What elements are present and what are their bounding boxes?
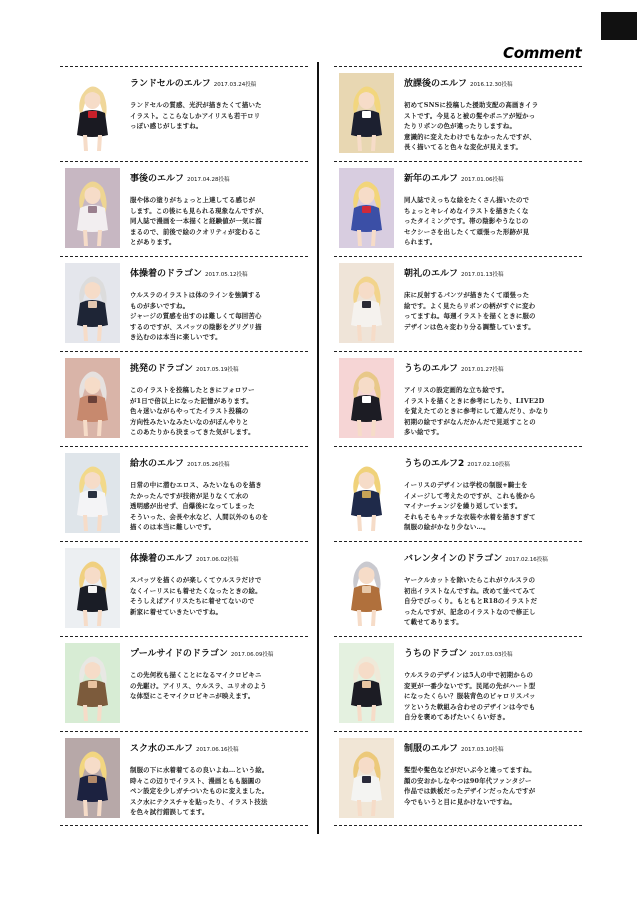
- entry-date: 2017.02.16投稿: [505, 557, 548, 563]
- comment-line: ったタイミングです。帯の陰影やうなじの: [404, 217, 529, 225]
- entry-comment: [404, 195, 582, 248]
- comment-line: 日常の中に潜むエロス、みたいなものを描き: [130, 481, 263, 489]
- comment-line: 作品では鉄板だったデザインだったんですが: [404, 787, 536, 795]
- comment-line: 多い絵です。: [404, 428, 444, 436]
- comment-entry: [334, 541, 582, 636]
- comment-entry: [60, 731, 308, 826]
- character-illustration: [339, 73, 394, 153]
- comment-line: アイリスの設定画的な立ち絵です。: [404, 386, 509, 394]
- comment-line: 初めてSNSに投稿した援助支配の高画きイラ: [404, 101, 539, 109]
- entry-title: ランドセルのエルフ: [130, 79, 211, 89]
- comment-line: ものが多いですね。: [130, 301, 190, 310]
- entry-title: 制服のエルフ: [404, 744, 459, 754]
- entry-title: うちのエルフ2: [404, 459, 465, 469]
- comment-line: 床に反射するパンツが描きたくて頑張った: [404, 291, 530, 299]
- entry-date: 2017.03.03投稿: [470, 652, 513, 658]
- entry-date: 2017.04.28投稿: [187, 177, 230, 183]
- comment-line: っぽい感じがしますね。: [130, 122, 203, 130]
- comment-line: スパッツを描くのが楽しくてウルスラだけで: [130, 576, 262, 584]
- illustration-thumbnail: [65, 738, 120, 818]
- illustration-thumbnail: [65, 643, 120, 723]
- entry-date: 2017.06.02投稿: [196, 557, 239, 563]
- comment-line: なくイーリスにも着せたくなったときの絵。: [130, 586, 262, 595]
- character-illustration: [339, 738, 394, 818]
- character-illustration: [65, 73, 120, 153]
- comment-line: ってますね。毎週イラストを描くときに服の: [404, 312, 536, 320]
- comment-line: 制服の絵がかなり少ない…。: [404, 523, 490, 531]
- entry-comment: [404, 385, 582, 438]
- comment-line: ったんですが、記念のイラストなので修正し: [404, 607, 536, 616]
- entry-date: 2017.06.16投稿: [196, 747, 239, 753]
- entry-date: 2017.02.10投稿: [467, 462, 510, 468]
- entry-comment: [130, 670, 308, 702]
- comment-line: このイラストを投稿したときにフォロワー: [130, 386, 255, 394]
- comment-line: スク水にテクスチャを貼ったり、イラスト技法: [130, 797, 268, 806]
- character-illustration: [65, 453, 120, 533]
- illustration-thumbnail: [339, 643, 394, 723]
- comment-entry: [60, 541, 308, 636]
- illustration-thumbnail: [339, 453, 394, 533]
- comment-line: ちょっとキレイめなイラストを描きたくな: [404, 206, 529, 215]
- comment-entry: [60, 636, 308, 731]
- entry-comment: [130, 195, 308, 248]
- comment-line: になったくらい？服装背色のビャロリスパッ: [404, 692, 536, 700]
- illustration-thumbnail: [65, 548, 120, 628]
- entry-title: プールサイドのドラゴン: [130, 649, 228, 659]
- character-illustration: [65, 168, 120, 248]
- comment-line: 時々この辺りでイラスト、漫画ともも脳圓の: [130, 776, 262, 785]
- entry-comment: [404, 480, 582, 533]
- entry-comment: [404, 765, 582, 807]
- illustration-thumbnail: [339, 263, 394, 343]
- entry-date: 2017.06.09投稿: [230, 652, 274, 658]
- right-column: [334, 66, 582, 826]
- comment-entry: [334, 351, 582, 446]
- comment-line: ジャージの質感を出すのは難しくて毎回苦心: [130, 312, 262, 320]
- entry-title: うちのエルフ: [404, 364, 459, 374]
- character-illustration: [65, 643, 120, 723]
- entry-date: 2016.12.30投稿: [470, 82, 513, 88]
- entry-title: 挑発のドラゴン: [130, 364, 194, 374]
- character-illustration: [65, 263, 120, 343]
- comment-line: ウルスラのイラストは体のラインを強調する: [130, 291, 262, 299]
- comment-line: 自分でびっくり。もともとR18のイラストだ: [404, 597, 538, 605]
- comment-entry: [60, 446, 308, 541]
- comment-entry: [60, 351, 308, 446]
- illustration-thumbnail: [339, 548, 394, 628]
- comment-line: イラストを描くときに参考にしたり、LIVE2D: [404, 396, 545, 405]
- comment-line: この先何枚も描くことになるマイクロビキニ: [130, 671, 262, 679]
- comment-line: 色々迷いながらやってたイラスト投稿の: [130, 407, 249, 415]
- comment-line: 服や体の塗りがちょっと上達してる感じが: [130, 196, 256, 204]
- illustration-thumbnail: [65, 453, 120, 533]
- comment-line: 透明感が出せず、自爆後になってしまった: [130, 502, 255, 510]
- entry-date: 2017.01.13投稿: [461, 272, 504, 278]
- comment-line: それもそもキッチな衣装や水着を描きすぎて: [404, 512, 536, 521]
- illustration-thumbnail: [65, 73, 120, 153]
- comment-line: します。この後にも見られる現象なんですが、: [130, 206, 268, 215]
- illustration-thumbnail: [65, 263, 120, 343]
- comment-line: 初期の絵ですがなんだかんだで見返すことの: [404, 417, 536, 426]
- comment-line: イメージして考えたのですが、これも後から: [404, 491, 536, 500]
- entry-date: 2017.03.24投稿: [213, 82, 257, 88]
- comment-line: な体型にこそマイクロビキニが映えます。: [130, 692, 255, 700]
- comment-line: たりリボンの色が違ったりしますね。: [404, 122, 517, 130]
- illustration-thumbnail: [65, 358, 120, 438]
- illustration-thumbnail: [339, 738, 394, 818]
- comment-line: まるので、前後で絵のクオリティが変わるこ: [130, 227, 262, 236]
- entry-comment: [130, 480, 308, 533]
- comment-entry: [334, 446, 582, 541]
- comment-line: 長く描いてると色々な変化が見えます。: [404, 143, 523, 151]
- comment-line: 今でもいうと目に見かけないですね。: [404, 797, 517, 806]
- left-column: [60, 66, 308, 826]
- comment-entry: [334, 66, 582, 161]
- entry-date: 2017.01.06投稿: [461, 177, 504, 183]
- entry-date: 2017.01.27投稿: [461, 367, 504, 373]
- comment-line: 変更が一番少ないです。民尾の先がハート型: [404, 681, 536, 690]
- entry-title: 体操着のドラゴン: [130, 269, 203, 279]
- page-tab-marker: [601, 12, 637, 40]
- entry-comment: [404, 575, 582, 628]
- comment-line: ランドセルの質感、光沢が描きたくて描いた: [130, 101, 262, 109]
- comment-line: イーリスのデザインは学校の制服+騎士を: [404, 481, 528, 489]
- comment-line: が1日で倍以上になった記憶があります。: [130, 396, 253, 405]
- character-illustration: [65, 548, 120, 628]
- comment-entry: [334, 731, 582, 826]
- comment-line: デザインは色々変わり分る調整しています。: [404, 322, 535, 331]
- comment-line: このあたりから決まってきた気がします。: [130, 428, 255, 436]
- entry-title: 体操着のエルフ: [130, 554, 194, 564]
- character-illustration: [339, 358, 394, 438]
- comment-line: そうしえばアイリスたちに着せてないので: [130, 597, 255, 605]
- entry-comment: [404, 290, 582, 332]
- illustration-thumbnail: [339, 168, 394, 248]
- entry-comment: [404, 670, 582, 723]
- comment-line: られます。: [404, 238, 437, 246]
- comment-line: とがあります。: [130, 238, 176, 246]
- entry-date: 2017.03.10投稿: [461, 747, 504, 753]
- comment-entry: [334, 636, 582, 731]
- character-illustration: [339, 548, 394, 628]
- illustration-thumbnail: [339, 358, 394, 438]
- illustration-thumbnail: [339, 73, 394, 153]
- entry-comment: [130, 385, 308, 438]
- comment-line: そういった、会長や水など、人間以外のものを: [130, 512, 269, 521]
- entry-date: 2017.05.26投稿: [187, 462, 230, 468]
- comment-entry: [60, 161, 308, 256]
- comment-entry: [334, 161, 582, 256]
- comment-line: 方向性みたいなみたいなのがぼんやりと: [130, 417, 249, 426]
- comment-line: 新家に着せていきたいですね。: [130, 607, 223, 616]
- entry-comment: [130, 290, 308, 343]
- comment-entry: [334, 256, 582, 351]
- comment-line: 同人誌で漫画を一本描くと経験値が一気に溜: [130, 217, 262, 225]
- comment-line: 絵です。よく見たらリボンの柄がすぐに変わ: [404, 301, 536, 310]
- comment-line: するのですが、スパッツの陰影をグリグリ描: [130, 322, 262, 331]
- comment-line: 描くのは本当に難しいです。: [130, 523, 216, 531]
- comment-line: 制服の下に水着着てるの良いよね…という絵。: [130, 766, 269, 774]
- character-illustration: [65, 358, 120, 438]
- entry-title: 事後のエルフ: [130, 174, 185, 184]
- column-divider: [317, 62, 319, 834]
- comment-entry: [60, 66, 308, 161]
- character-illustration: [339, 453, 394, 533]
- illustration-thumbnail: [65, 168, 120, 248]
- comment-line: を覚えたてのときに参考にして遊んだり、かなり: [404, 407, 549, 415]
- entry-comment: [130, 100, 308, 132]
- comment-line: 同人誌でえっちな絵をたくさん描いたので: [404, 196, 530, 204]
- entry-title: 給水のエルフ: [130, 459, 185, 469]
- entry-date: 2017.05.19投稿: [196, 367, 239, 373]
- comment-line: ペン設定を少しガチついたものに変えました。: [130, 787, 269, 795]
- entry-title: スク水のエルフ: [130, 744, 194, 754]
- entry-comment: [404, 100, 582, 153]
- comment-entry: [60, 256, 308, 351]
- section-title: Comment: [503, 44, 582, 62]
- character-illustration: [65, 738, 120, 818]
- character-illustration: [339, 168, 394, 248]
- comment-line: 意識的に変えたわけでもなかったんですが、: [404, 132, 536, 141]
- entry-title: 新年のエルフ: [404, 174, 459, 184]
- character-illustration: [339, 643, 394, 723]
- entry-title: うちのドラゴン: [404, 649, 468, 659]
- comment-line: 顔の安おかしなやつは90年代ファンタジー: [404, 776, 532, 785]
- entry-comment: [130, 575, 308, 617]
- comment-line: 自分を褒めてあげたいくらい好き。: [404, 713, 510, 721]
- comment-line: ウルスラのデザインは5人の中で初期からの: [404, 671, 534, 679]
- comment-line: イラスト。ここらなしかアイリスも若干ロリ: [130, 111, 261, 120]
- comment-line: たかったんですが技術が足りなくて水の: [130, 491, 249, 500]
- comment-line: き込むのは本当に楽しいです。: [130, 333, 222, 341]
- comment-line: 初出イラストなんですね。改めて並べてみて: [404, 586, 536, 595]
- entry-title: 朝礼のエルフ: [404, 269, 459, 279]
- comment-line: ストです。今見ると被の髪やポニアが短かっ: [404, 111, 536, 120]
- comment-line: ヤークルカットを除いたらこれがウルスラの: [404, 576, 536, 584]
- comment-line: ツというた軟組み合わせのデザインは今でも: [404, 702, 536, 711]
- comment-line: セクシーさを出したくて頑張った形跡が見: [404, 227, 530, 236]
- entry-title: バレンタインのドラゴン: [404, 554, 503, 564]
- comment-line: を色々試行錯誤してます。: [130, 808, 209, 816]
- entry-title: 放課後のエルフ: [404, 79, 468, 89]
- comment-line: マイナーチェンジを繰り返しています。: [404, 502, 522, 510]
- entry-date: 2017.05.12投稿: [205, 272, 248, 278]
- comment-line: て載せてあります。: [404, 618, 463, 626]
- comment-line: の先駆け。アイリス、ウルスラ、ユリオのよう: [130, 681, 267, 690]
- entry-comment: [130, 765, 308, 818]
- character-illustration: [339, 263, 394, 343]
- comment-line: 髪型や髪色などがだいぶ今と違ってますね。: [404, 766, 536, 774]
